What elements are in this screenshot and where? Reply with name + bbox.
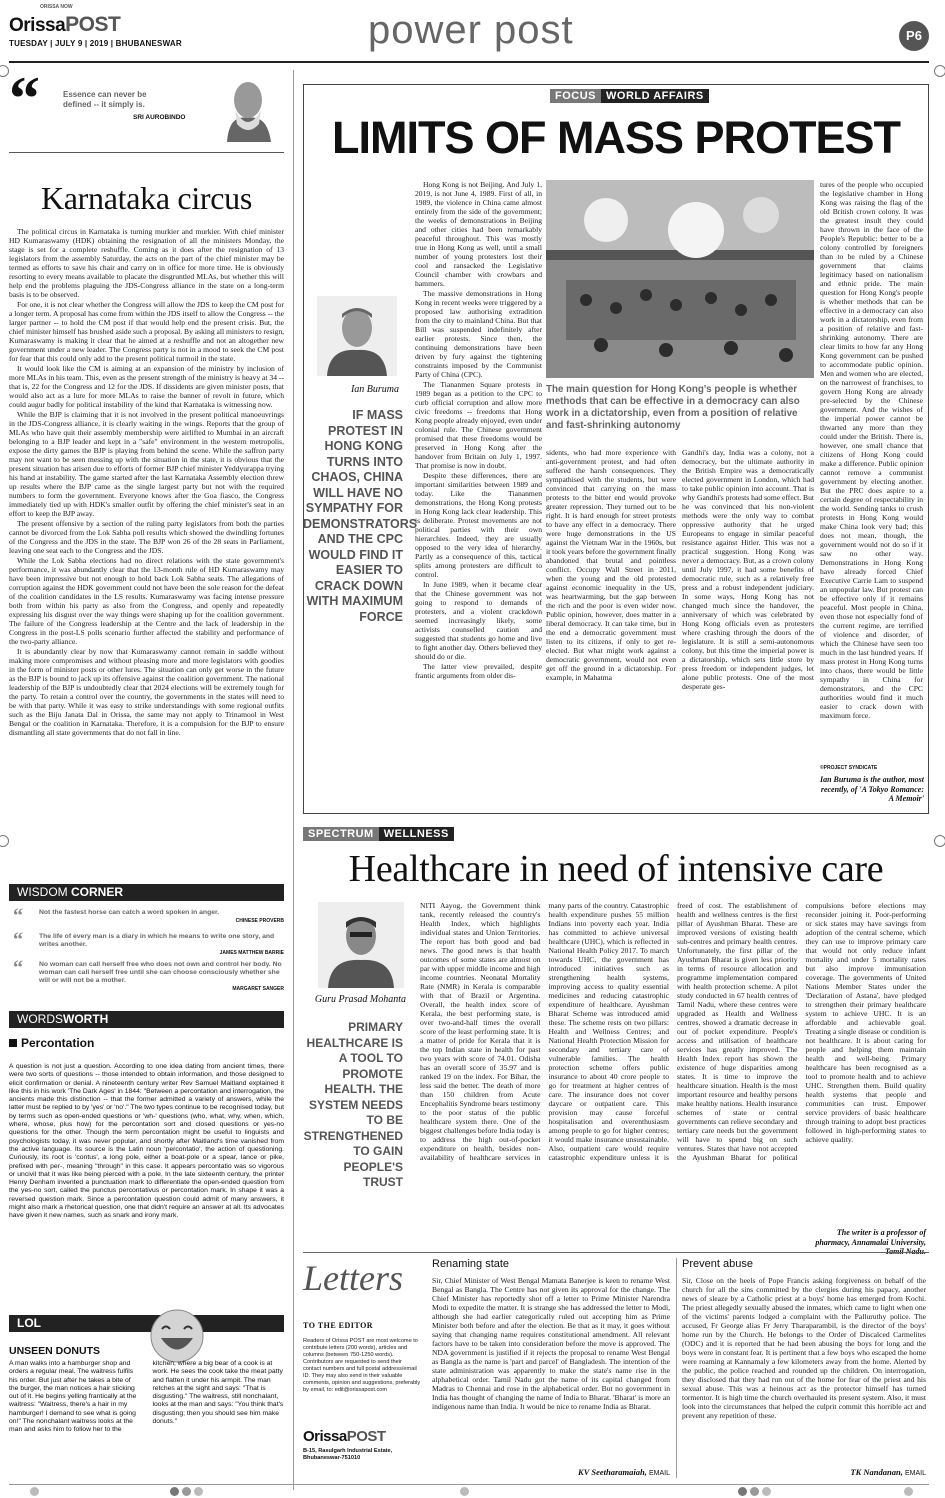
print-dot: [460, 1487, 469, 1496]
wordsworth-title-b: WORTH: [63, 1012, 109, 1026]
quote-author: SRI AUROBINDO: [133, 114, 186, 121]
health-body: NITI Aayog, the Government think tank, recently released the country's Health Index, which highlights individual states and Union Territories. The report has both good and bad news. The good news is that health outcomes of some states are almost on par with upper middle income and high income countries. Neonatal Mortality Rate (NMR) in Kerala is comparable with that of Brazil or Argentina. Overall, the health index score of Kerala, the best performing state, is over two-and-half times the overall score of the least performing state. It is a matter of pride for Kerala that it is the top Indian state in health for past two years with score of 74.01. Odisha has an overall score of 35.97 and is ranked 19 on the index. For Bihar, the less said the better. The death of more than 150 children from Acute Encephalitis Syndrome bears testimony to the poor status of the public healthcare system there. One of the biggest challenges before India today is to address the high out-of-pocket expenditure on health, besides non-availability of healthcare services in many parts of the country. Catastrophic health expenditure pushes 55 million Indians into poverty each year. India has committed to achieve universal healthcare (UHC), which is reflected in National Health Policy 2017. To march towards UHC, the government has introduced initiatives such as strengthening health systems, improving access to quality essential medicines and reducing catastrophic expenditure of healthcare. Ayushman Bharat Scheme was introduced amid these. The scheme rests on two pillars: Health and Wellness Centres; and National Health Protection Mission for secondary and tertiary care of vulnerable families. The health protection scheme offers public insurance to about 40 crore people to go for treatment at higher centres of care. The insurance does not cover daycare or outpatient care. This provision may cause forceful hospitalisation and overenthusiasm among people to go for higher centres; it would make insurance unsustainable. Also, outpatient care would require catastrophic expenditure unless it is freed of cost. The establishment of health and wellness centres is the first pillar of Ayushman Bharat. These are improved versions of existing health sub-centres and primary health centres. Unfortunately, the first pillar of the Ayushman Bharat is given less priority in terms of resource allocation and programme implementation compared with health protection scheme. A pilot study conducted in 67 health centres of Tamil Nadu, where these centres were upgraded as Health and Wellness centres, showed a dramatic decrease in out of pocket expenditure. People's access and utilisation of healthcare services has greatly improved. The Health Index report has shown the existence of huge disparities among states. It is time to improve the healthcare situation. Health is the most important resource and healthy persons make healthy nations. Health insurance schemes of state or central governments can relieve secondary and tertiary care needs but the government will have to spend big on such ventures. States that have not accepted the Ayushman Bharat for political compulsions before elections may reconsider joining it. Poor-performing or sick states may have savings from adoption of the central scheme, which they can use to improve primary care that would not only reduce infant mortality and under 5 mortality rates but also improve immunisation coverage. The governments of United Nations Member States under the 'Declaration of Astana', have pledged to strengthen their primary healthcare system to achieve UHC. It is an affordable and achievable goal. Treating a single disease or condition is not healthcare. It is about caring for people and helping them maintain health and well-being. Primary healthcare has been recognised as a tool to promote health and to achieve UHC. Strengthen them. Build quality health systems that people and communities can trust. Empower service providers of basic healthcare through training to adopt best practices followed in high-performing states to achieve quality.: [420, 901, 926, 1162]
letter-signature: [578, 1467, 670, 1477]
letter-item: [682, 1258, 928, 1483]
masthead-rule: [9, 61, 929, 63]
print-dot: [170, 1487, 179, 1496]
column-divider: [293, 70, 294, 1490]
hk-author: Ian Buruma: [350, 384, 399, 395]
hk-pull-quote: IF MASS PROTEST IN HONG KONG TURNS INTO CHAOS, CHINA WILL HAVE NO SYMPATHY FOR DEMONSTRATORS AND THE CPC WOULD FIND IT EASIER TO CRACK DOWN WITH MAXIMUM FORCE: [303, 408, 418, 624]
wisdom-by: CHINESE PROVERB: [235, 918, 284, 924]
letter-via: EMAIL: [904, 1470, 926, 1477]
letter-title: Prevent abuse: [682, 1258, 753, 1270]
registration-mark: [0, 835, 9, 847]
registration-mark: [934, 835, 945, 847]
letter-title: Renaming state: [432, 1258, 510, 1270]
quote-text: Essence can never be defined -- it simply is.: [63, 90, 147, 109]
hk-kicker: [550, 86, 709, 104]
health-kicker-b: WELLNESS: [379, 827, 454, 841]
health-pull-quote: PRIMARY HEALTHCARE IS A TOOL TO PROMOTE HEALTH. THE SYSTEM NEEDS TO BE STRENGTHENED TO GAIN PEOPLE'S TRUST: [303, 1020, 403, 1189]
editorial-para: While the Lok Sabha elections had no direct relations with the state government's performance, it was abundantly clear that the 13-month rule of HD Kumaraswamy may have been impressive but not enough to hold back Lok Sabha seats. The allegations of corruption against the HDK government could not have been the sole reason for the defeat of the coalition candidates in the LS results. Kumaraswamy was facing intense pressure both from within his party as also from the Congress, and openly and repeatedly expressing his disgust over the way things were shaping up for the coalition government. The failure of the Congress leadership at the Centre and the lack of leadership in the Congress in the post-LS polls scenario further affected the stability and performance of the two-party alliance.: [9, 556, 284, 646]
hk-para: The massive demonstrations in Hong Kong in recent weeks were triggered by a proposed law authorising extradition from the city to mainland China. But that Bill was suspended indefinitely after earlier protests. Since then, the continuing demonstrations have been driven by fury against the tightening constraints imposed by the Communist Party of China (CPC).: [415, 289, 542, 379]
bullet-square-icon: [9, 1039, 17, 1047]
hk-kicker-a: FOCUS: [550, 89, 601, 103]
editorial-para: The political circus in Karnataka is turning murkier and murkier. With chief minister HD Kumaraswamy (HDK) obtaining the resignation of all the ministers Monday, the stage is set for a complete reshuffle. Coming as it does after the resignation of 13 legislators from the assembly Saturday, the acts on the part of the chief minister may be termed as efforts to save his chair and carry on in office for more time. He is obviously resorting to every means available to placate the disgruntled MLAs, but whether this will help end the problems plaguing the JDS-Congress alliance in the state on a long-term basis is to be observed.: [9, 227, 284, 299]
editorial-para: For one, it is not clear whether the Congress will allow the JDS to keep the CM post for a longer term. A proposal has come from within the JDS itself to allow the Congress -- the larger partner -- to hold the CM post if that would help end the present crisis. But, the chief minister himself has brushed aside such a proposal. By asking all ministers to resign, Kumaraswamy is making it clear that he aimed at a reshuffle and not an altogether new government under a new leader. The Congress party is not in a mood to seek the CM post for fear that this could only add to the present political turmoil in the state.: [9, 300, 284, 363]
letter-sign: KV Seetharamaiah,: [578, 1467, 647, 1477]
rule: [303, 1252, 929, 1253]
wisdom-by: JAMES MATTHEW BARRIE: [219, 950, 284, 956]
letters-box: [303, 1258, 423, 1483]
hk-para: The latter view prevailed, despite frantic arguments from older dis-: [415, 662, 542, 680]
registration-mark: [934, 65, 945, 77]
masthead: [0, 0, 945, 62]
letters-title: Letters: [303, 1258, 404, 1298]
brand-logo: [9, 14, 120, 37]
wisdom-title-b: CORNER: [71, 885, 124, 899]
brand-post: POST: [346, 1428, 386, 1445]
lol-subhead: UNSEEN DONUTS: [9, 1345, 101, 1357]
hk-para: The Tiananmen Square protests in 1989 began as a petition to the CPC to curb official corruption and allow more civic freedoms -- freedoms that Hong Kong people already enjoyed, even under colonial rule. The Chinese government promised that these freedoms would be preserved in Hong Kong after the handover from Britain on July 1, 1997. That promise is now in doubt.: [415, 380, 542, 470]
hk-caption: The main question for Hong Kong's people is whether methods that can be effective in a democracy can also work in a dictatorship, even from a position of relative and fast-shrinking autonomy: [546, 384, 800, 431]
editorial-para: The present offensive by a section of the ruling party legislators from both the parties cannot be divorced from the Lok Sabha poll results which showed the dwindling fortunes of the Congress and the JDS in the state. The BJP won 26 of the 28 seats in Parliament, leaving one seat each to the Congress and the JDS.: [9, 519, 284, 555]
quote-mark-icon: “: [13, 905, 23, 927]
wisdom-text: Not the fastest horse can catch a word spoken in anger.: [39, 909, 220, 916]
health-kicker: [303, 824, 454, 842]
hk-para: Despite these differences, there are important similarities between 1989 and today. Like the Tiananmen demonstrations, the Hong Kong protests in Hong Kong lack clear leadership. This is deliberate. Protest movements are not political parties with their own hierarchies. Indeed, they are usually opposed to the very idea of hierarchy. Partly as a consequence of this, tactical splits among protesters are difficult to control.: [415, 471, 542, 579]
wordsworth-word-text: Percontation: [21, 1036, 95, 1050]
print-dot: [194, 1487, 203, 1496]
health-kicker-a: SPECTRUM: [303, 827, 379, 841]
hk-bio: Ian Buruma is the author, most recently, of 'A Tokyo Romance: A Memoir': [819, 775, 924, 803]
hk-headline: LIMITS OF MASS PROTEST: [331, 112, 900, 163]
editorial-para: It would look like the CM is aiming at an expansion of the ministry by inclusion of more MLAs in his team. This, even as the present strength of the ministry is heavy at 34 -- that is, 22 for the Congress and 12 for the JDS. If dissidents are given minister posts, that would also act as a lure for more MLAs to raise the banner of revolt in future, which could augur badly for political instability of the kind that Karnataka is witnessing now.: [9, 364, 284, 409]
letter-item: [432, 1258, 672, 1483]
wisdom-title-a: WISDOM: [17, 885, 68, 899]
wisdom-text: No woman can call herself free who does not own and control her body. No woman can call herself free until she can choose consciously whether she will or will not be a mother.: [39, 961, 282, 984]
page-number: P6: [899, 21, 929, 51]
hk-para: Hong Kong is not Beijing. And July 1, 2019, is not June 4, 1989. First of all, in 1989, the violence in China came almost entirely from the side of the government; the weeks of demonstrations in Beijing and other cities had been remarkably peaceful throughout. This was mostly true in Hong Kong as well, until a small number of young protesters lost their cool and ransacked the Legislative Council chamber with crowbars and hammers.: [415, 180, 542, 288]
letters-note: Readers of Orissa POST are most welcome to contribute letters (200 words), articles and columns (between 750-1250 words). Contributors are requested to send their contact numbers and full postal address/email ID. They may also send in their valuable comments, opinion and suggestions, preferably by email, to: edit@orissapost.com: [303, 1338, 421, 1393]
wisdom-title: [9, 884, 284, 901]
quote-box: [9, 65, 284, 146]
hk-protest-photo: [546, 180, 814, 378]
health-bio: The writer is a professor of pharmacy, Annamalai University,: [815, 1228, 926, 1247]
letter-via: EMAIL: [648, 1470, 670, 1477]
editorial-para: It is abundantly clear by now that Kumaraswamy cannot remain in saddle without making more compromises and without pleasing more and more legislators with goodies in the form of minister posts or other lures. The situation can only get worse in the future as the BJP is bound to jack up its offensive against the coalition government. The national leadership of the BJP is undoubtedly clear that 2024 elections will be extremely tough for the party. To retain a control over the country, the governments in the states will need to be with that party. While it was easy to strike understandings with some regional outfits such as the Biju Janata Dal in Orissa, the same may not apply to Trinamool in West Bengal or the coalition in Karnataka. Therefore, it is a compulsion for the BJP to ensure dismantling all state governments that do not fall in line.: [9, 647, 284, 737]
wisdom-corner: [9, 884, 284, 994]
hk-kicker-b: WORLD AFFAIRS: [601, 89, 709, 103]
hk-column-4: tures of the people who occupied the legislative chamber in Hong Kong was raising the flag of the old British crown colony. It was the greatest insult they could have thrown in the face of the People's Republic: better to be a colony controlled by foreigners than to be ruled by a Chinese government that claims legitimacy based on nationalism and ethnic pride. The main question for Hong Kong's people is whether methods that can be effective in a democracy can also work in a dictatorship, even from a position of relative and fast-shrinking autonomy. There are clear limits to how far any Hong Kong government can be pushed to accommodate public opinion. Men and women who are elected, on the narrowest of franchises, to govern Hong Kong are already pre-selected by the Chinese government. And the wishes of the imperial power cannot be thwarted any more than they could under the British. There is, however, one small chance that citizens of Hong Kong could make a difference. Public opinion cannot remove a communist government by electing another. But the PRC does aspire to a certain degree of respectability in the world. Sending tanks to crush protests in Hong Kong would make China look very bad; this does not mean, though, the government would not do so if it saw no other way. Demonstrations in Hong Kong have already forced Chief Executive Carrie Lam to suspend an unpopular law. But protest can be effective only if it remains peaceful. Most people in China, even those not especially fond of the current regime, are terrified of violence and disorder, of which the Chinese have seen too much in the last hundred years. If mass protest in Hong Kong turns into chaos, there would be little sympathy in China for demonstrators, and the CPC authorities would find it much easier to crack down with maximum force.: [820, 180, 923, 720]
letters-logo: [303, 1428, 386, 1445]
wisdom-item: [9, 905, 284, 927]
print-dot: [762, 1487, 771, 1496]
brand-orissa: Orissa: [303, 1428, 347, 1445]
hk-column-2: sidents, who had more experience with anti-government protest, and had often suffered the harsh consequences. They sympathised with the students, but were convinced that carrying on the mass protests to the bitter end would provoke greater repression. They turned out to be right. It is hard enough for street protests to have any effect in a democracy. There were huge demonstrations in the US against the Vietnam War in the 1960s, but it took years before the government finally abandoned that brutal and pointless conflict. Occupy Wall Street in 2011, when the young and the old protested against economic inequality in the US, was heartwarming, but the gap between the rich and the poor is even wider now. Public opinion, however, does matter in a liberal democracy. It can take time, but in the end a democratic government must listen to its citizens, if only to get re-elected. But what might work against a democratic government, would not even get off the ground in a dictatorship. For example, in Mahatma: [546, 448, 676, 682]
hk-column-3: Gandhi's day, India was a colony, not a democracy, but the ultimate authority in the British Empire was a democratically elected government in London, which had to take public opinion into account. That is why Gandhi's protests had some effect. But he was convinced that his non-violent methods were the only way to combat oppressive authority that he urged Europeans to engage in similar peaceful resistance against Hitler. This was not a practical suggestion. Hong Kong was never a democracy. But, as a crown colony until July 1997, it had some benefits of democratic rule, such as a relatively free press and a robust independent judiciary. In some ways, Hong Kong has not changed much since the handover, the anniversary of which was celebrated by Hong Kong officials even as protesters where crashing through the doors of the legislature. It is still a semi-autonomous colony, but this time the imperial power is a dictatorship, which sets little store by press freedom or independent judges, let alone public protests. One of the most desperate ges-: [682, 448, 814, 691]
brand-small: ORISSA NOW: [40, 4, 73, 10]
letter-body: Sir, Close on the heels of Pope Francis asking forgiveness on behalf of the church for all the sins committed by the clergies during his papacy, another news of sleaze by a Catholic priest at a boys' home has emerged from Kochi. The priest allegedly sexually abused the inmates, which came to light when one of the victims' parents lodged a complaint with the Palluruthy police. The accused, Fr George alias Fr Jerry Tharaparambil, is the director of the boys' home run by the Church. He belongs to the Order of Discalced Carmelites (ODC) and it is reported that he had been abusing the boys for long and the boys were in constant fear. It is pertinent that a few boys who escaped the home were roaming at Kannamaly a few kilometers away from the home. Alerted by the public, the police reached and rounded up the children. On interrogation, they disclosed that they had run out of the home for fear of the priest and his sexual abuse. This was a heinous act as the protector himself has turned tormentor. It is high time the church overhauled its present system. Also, it must look into the circumstances that helped the culprit commit this horrible act and prevent any repetition of these.: [682, 1276, 926, 1420]
wisdom-item: [9, 929, 284, 956]
footer-rule: [9, 1484, 929, 1485]
editorial-body: [9, 227, 284, 862]
column-divider: [676, 1258, 677, 1478]
print-dot: [182, 1487, 191, 1496]
wordsworth-body: A question is not just a question. According to one idea dating from ancient times, there were two sorts of questions -- those intended to obtain information, and those designed to elicit confirmation or denial. A nineteenth century writer Rev Samuel Maitland explained it like this in his work 'The Dark Ages' in 1844: "Between a percontation and interrogation, the ancients made this distinction -- that the former admitted a variety of answers, while the latter must be replied to by 'yes' or 'no'." The two types continue to be recognised today, but by terms such as open-ended questions or 'wh-' questions (who, what, why, when, which, where, whose, plus how) for the percontation sort and closed questions or yes-no questions for the other. Though the term percontation might be useful to linguists and psychologists today, it was never popular, and shortly after Maitland's time vanished from the active language. Its source is the Latin noun 'percontatio', the action of questioning. Curiously, its root is 'contus', a long pole, either a boat-pole or a spear, lance or pike, prefixed with per-, meaning "through" in this case. It appears percontatio was so vigorous or uncivil that it was like being pierced with a pole. In the late sixteenth century, the printer Henry Denham invented a punctuation mark to differentiate the open-ended question from the yes-no sort, called the punctus percontativus or percontation mark. In shape it was a reversed question mark. Since a percontation question could admit of many answers, it might also mark a rhetorical question, one that didn't require an answer at all. Its advocates have given it new names, such as snark and irony mark.: [9, 1063, 284, 1220]
letter-body: Sir, Chief Minister of West Bengal Mamata Banerjee is keen to rename West Bengal as Bangla. The Centre has not given its approval for the change. The Chief Minister has reportedly shot off a letter to Prime Minister Narendra Modi to expedite the matter. It is strange she has addressed the letter to Modi, although she had earlier categorically ruled out accepting him as Prime Minister both before and after the election. Be that as it may, it goes without saying that changing name requires constitutional amendment. All relevant factors have to be taken into consideration before the move is approved. The NDA government is justified if it rejects the proposal to rename West Bengal as Bangla as the name is 'part and parcel' of Bangladesh. The intention of the state administration was apparently to make the state's name rise in the alphabetical order. Tamil Nadu got the name of its capital changed from Madras to Chennai and rose in the alphabetical order. But no government in India has thought of changing the name of India to Bharat. 'Bharat' is more an indigenous name than India. It would be nice to rename India as Bharat.: [432, 1276, 670, 1411]
editorial-para: While the BJP is claiming that it is not involved in the present political manoeuvrings in the JDS-Congress alliance, it is clearly waiting in the wings. Reports that the group of MLAs who have quit their assembly membership were airlifted to Mumbai in an aircraft belonging to a BJP leader and kept in a "safe" environment in the western metropolis, expose the dirty games the BJP is playing from behind the scene. While the saffron party may not want to be seen messing up with the situation in the state, it is obvious that the present situation has arisen due to efforts of former BJP chief minister Yeddyurappa trying his hand at instability. The game started after the last Karnataka Assembly election threw up results where the BJP came as the single largest party but not with the required numbers to form the government. Everyone knows after the Goa fiasco, the Congress immediately tied up with HDK's smaller outfit by offering the chief minister's seat in an effort to keep the BJP away.: [9, 410, 284, 518]
print-dot: [738, 1487, 747, 1496]
lol-box: [9, 1315, 284, 1475]
registration-mark: [0, 65, 9, 77]
dateline: TUESDAY | JULY 9 | 2019 | BHUBANESWAR: [9, 39, 182, 48]
hk-column-1: [415, 180, 542, 810]
brand-orissa: Orissa: [9, 15, 66, 36]
hk-syndicate: ©PROJECT SYNDICATE: [820, 765, 878, 771]
quote-mark-icon: “: [9, 65, 40, 133]
letters-subtitle: TO THE EDITOR: [303, 1321, 374, 1330]
health-headline: Healthcare in need of intensive care: [348, 848, 884, 890]
lol-body: A man walks into a hamburger shop and orders a regular meal. The waitress fulfils his order. But just after he takes a bite of the burger, the man notices a hair sticking out of it. He begins yelling frantically at the waitress: "Waitress, there's a hair in my hamburger! I demand to see what is going on!" The nonchalant waitress looks at the man and asks him to follow her to the kitchen, where a big bear of a cook is at work. He sees the cook take the meat patty and flatten it under his armpit. The man retches at the sight and says: "That is disgusting." The waitress, still nonchalant, looks at the man and says: "You think that's disgusting; then you should see him make donuts.": [9, 1360, 284, 1434]
aurobindo-portrait: [215, 74, 281, 142]
wordsworth-title: [9, 1011, 284, 1028]
quote-mark-icon: “: [13, 929, 23, 951]
wordsworth-word: [9, 1036, 94, 1050]
ian-buruma-photo: [317, 296, 397, 376]
guru-prasad-mohanta-photo: [318, 902, 404, 988]
brand-post: POST: [65, 13, 121, 36]
print-dot: [750, 1487, 759, 1496]
wordsworth-title-a: WORDS: [17, 1012, 63, 1026]
wisdom-item: [9, 957, 284, 992]
quote-mark-icon: “: [13, 957, 23, 979]
letters-address: B-15, Rasulgarh Industrial Estate, Bhubaneswar-751010: [303, 1448, 393, 1461]
section-title: power post: [368, 8, 574, 52]
letter-signature: [850, 1467, 926, 1477]
print-dot: [904, 1487, 913, 1496]
wisdom-by: MARGARET SANGER: [232, 986, 284, 992]
print-marks: [0, 1486, 945, 1498]
health-author: Guru Prasad Mohanta: [314, 994, 406, 1005]
rule: [9, 152, 284, 153]
print-dot: [30, 1487, 39, 1496]
wisdom-text: The life of every man is a diary in which he means to write one story, and writes another.: [39, 933, 275, 948]
editorial-headline: Karnataka circus: [40, 180, 253, 216]
hk-para: In June 1989, when it became clear that the Chinese government was not going to respond to demands of protesters, and a violent crackdown seemed increasingly likely, some activists counselled caution and suggested that students go home and live to fight another day. Others believed they should do or die.: [415, 580, 542, 661]
letter-sign: TK Nandanan,: [850, 1467, 903, 1477]
laughing-face-icon: [146, 1307, 208, 1365]
lol-title: LOL: [9, 1315, 284, 1332]
